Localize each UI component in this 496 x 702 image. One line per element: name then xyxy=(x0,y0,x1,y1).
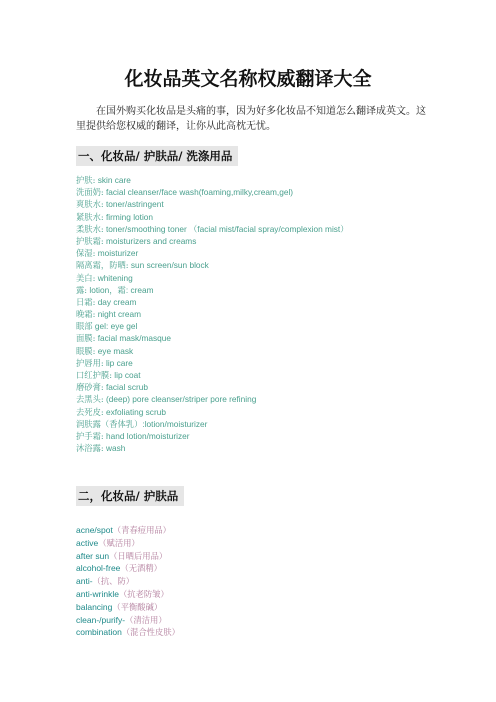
chinese-term: （清洁用） xyxy=(125,614,167,625)
chinese-term: 润肤露（香体乳） xyxy=(76,418,143,429)
english-term: whitening xyxy=(95,272,133,283)
section-2-list xyxy=(76,522,180,637)
section-heading-2: 二，化妆品/ 护肤品 xyxy=(76,486,184,506)
list-item xyxy=(76,379,349,391)
list-item xyxy=(76,282,349,294)
list-item xyxy=(76,172,349,184)
english-term: sun screen/sun block xyxy=(128,260,209,271)
list-item xyxy=(76,416,349,428)
english-term: after sun xyxy=(76,550,110,561)
english-term: day cream xyxy=(95,296,137,307)
english-term: lotion，霜: cream xyxy=(87,284,154,295)
list-item xyxy=(76,196,349,208)
chinese-term: 口红护膜: xyxy=(76,370,112,380)
chinese-term: （抗、防） xyxy=(92,576,135,587)
chinese-term: 去死皮: xyxy=(76,406,104,417)
chinese-term: 日霜: xyxy=(76,296,96,307)
chinese-term: （日晒后用品） xyxy=(109,550,168,561)
list-item xyxy=(76,330,349,342)
english-term: hand lotion/moisturizer xyxy=(103,430,190,441)
chinese-term: （赋活用） xyxy=(98,537,140,548)
chinese-term: 晚霜: xyxy=(76,309,96,320)
chinese-term: 隔离霜，防晒: xyxy=(76,260,129,271)
chinese-term: 美白: xyxy=(76,272,96,283)
english-term: active xyxy=(76,537,99,548)
english-term: facial scrub xyxy=(103,382,148,393)
list-item xyxy=(76,209,349,221)
list-item xyxy=(76,318,349,330)
chinese-term: 紧肤水: xyxy=(76,211,104,222)
chinese-term: 露: xyxy=(76,284,88,295)
chinese-term: 眼部 xyxy=(76,321,93,332)
list-item xyxy=(76,391,349,403)
list-item xyxy=(76,221,349,233)
list-item xyxy=(76,343,349,355)
english-term: anti-wrinkle xyxy=(76,588,119,599)
english-term: toner/smoothing toner （facial mist/facial spray/complexion mist） xyxy=(103,223,349,234)
english-term: facial mask/masque xyxy=(95,333,172,344)
list-item xyxy=(76,535,180,548)
list-item xyxy=(76,306,349,318)
english-term: exfoliating scrub xyxy=(103,406,166,417)
list-item xyxy=(76,270,349,282)
english-term: anti- xyxy=(76,576,93,587)
chinese-term: 保湿: xyxy=(76,248,96,259)
chinese-term: 护肤霜: xyxy=(76,235,104,246)
section-heading-1: 一、化妆品/ 护肤品/ 洗涤用品 xyxy=(76,146,238,166)
chinese-term: 洗面奶: xyxy=(76,187,104,198)
list-item xyxy=(76,548,180,561)
english-term: balancing xyxy=(76,601,113,612)
list-item xyxy=(76,257,349,269)
list-item xyxy=(76,428,349,440)
english-term: clean-/purify- xyxy=(76,614,126,625)
list-item xyxy=(76,599,180,612)
english-term: (deep) pore cleanser/striper pore refining xyxy=(103,394,257,405)
chinese-term: 眼膜: xyxy=(76,345,96,356)
english-term: :lotion/moisturizer xyxy=(142,418,208,429)
english-term: gel: eye gel xyxy=(92,321,138,332)
chinese-term: （抗老防皱） xyxy=(119,588,169,599)
list-item xyxy=(76,404,349,416)
chinese-term: 沐浴露: xyxy=(76,443,104,454)
list-item xyxy=(76,522,180,535)
section-1-list xyxy=(76,172,349,452)
chinese-term: 护手霜: xyxy=(76,430,104,441)
list-item xyxy=(76,233,349,245)
english-term: night cream xyxy=(95,309,142,320)
chinese-term: 磨砂膏: xyxy=(76,382,104,393)
english-term: alcohol-free xyxy=(76,563,121,574)
list-item xyxy=(76,624,180,637)
english-term: combination xyxy=(76,627,122,638)
chinese-term: 护肤: xyxy=(76,175,96,185)
english-term: skin care xyxy=(95,175,131,185)
list-item xyxy=(76,367,349,379)
list-item xyxy=(76,586,180,599)
list-item xyxy=(76,440,349,452)
chinese-term: 面膜: xyxy=(76,333,96,344)
chinese-term: 去黑头: xyxy=(76,394,104,405)
list-item xyxy=(76,245,349,257)
english-term: toner/astringent xyxy=(103,199,164,210)
document-title: 化妆品英文名称权威翻译大全 xyxy=(124,68,372,90)
english-term: acne/spot xyxy=(76,525,113,535)
chinese-term: 爽肤水: xyxy=(76,199,104,210)
chinese-term: （无酒精） xyxy=(120,563,162,574)
list-item xyxy=(76,612,180,625)
list-item xyxy=(76,573,180,586)
chinese-term: （平衡酸碱） xyxy=(112,601,163,612)
list-item xyxy=(76,560,180,573)
chinese-term: 柔肤水: xyxy=(76,223,104,234)
list-item xyxy=(76,355,349,367)
intro-paragraph: 在国外购买化妆品是头痛的事，因为好多化妆品不知道怎么翻译成英文。这里提供给您权威的翻译，让你从此高枕无忧。 xyxy=(76,106,426,132)
list-item xyxy=(76,294,349,306)
list-item xyxy=(76,184,349,196)
english-term: lip care xyxy=(103,357,133,368)
english-term: lip coat xyxy=(111,370,141,380)
english-term: moisturizer xyxy=(95,248,139,259)
english-term: facial cleanser/face wash(foaming,milky,cream,gel) xyxy=(103,187,294,198)
chinese-term: 护唇用: xyxy=(76,357,104,368)
chinese-term: （混合性皮肤） xyxy=(121,627,180,638)
english-term: wash xyxy=(103,443,126,454)
english-term: moisturizers and creams xyxy=(103,235,197,246)
english-term: eye mask xyxy=(95,345,134,356)
chinese-term: （青春痘用品） xyxy=(112,525,171,535)
english-term: firming lotion xyxy=(103,211,154,222)
